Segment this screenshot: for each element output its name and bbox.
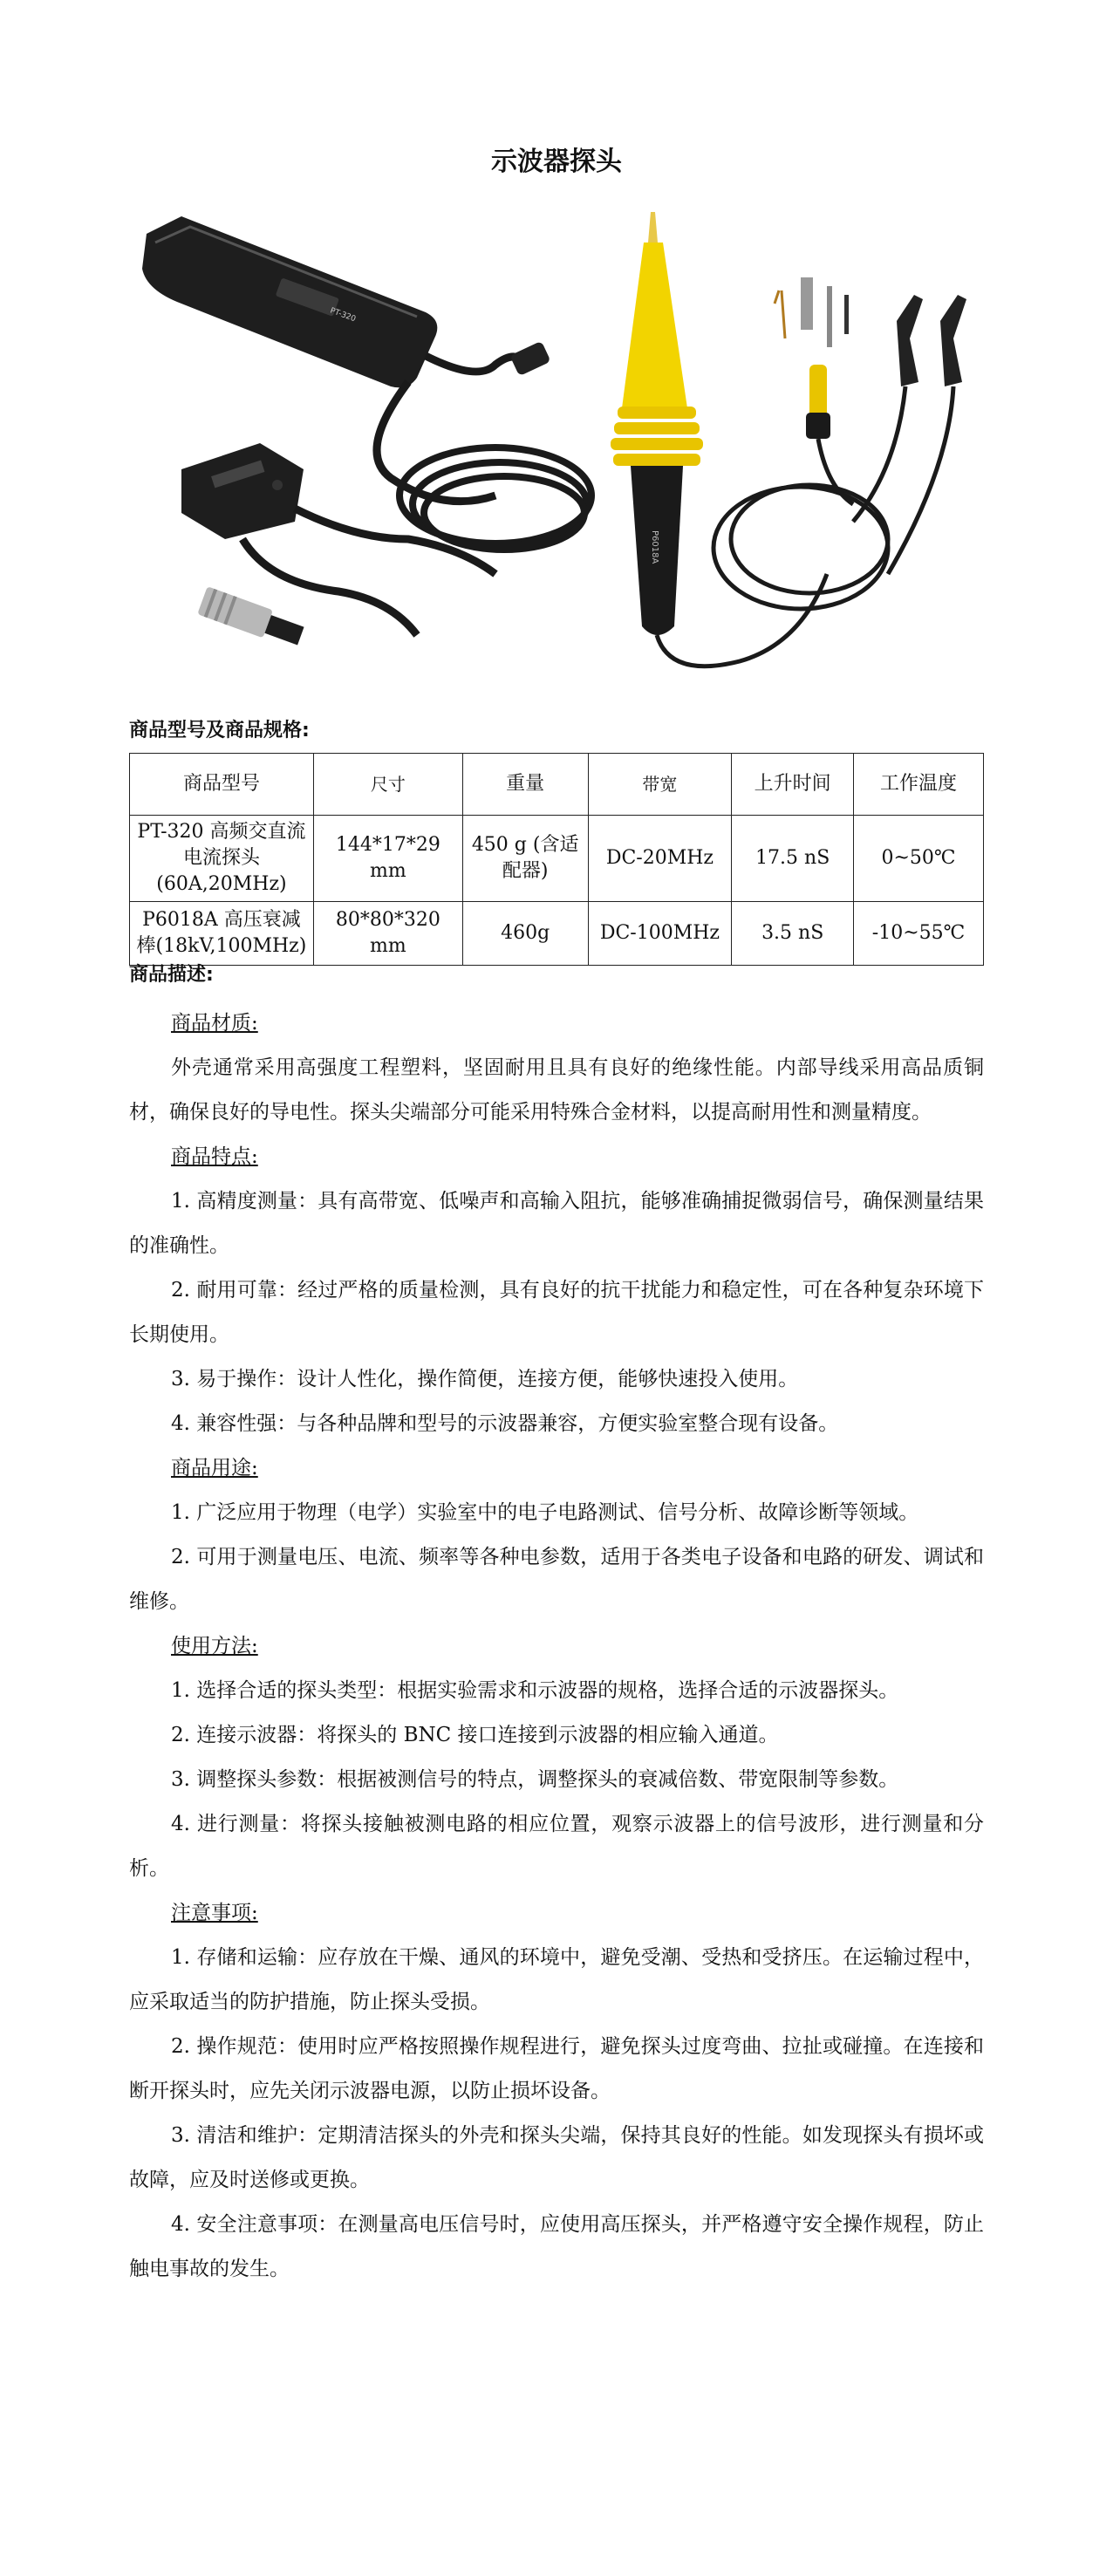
features-title: 商品特点: <box>171 1145 258 1168</box>
svg-text:PT-320: PT-320 <box>328 306 358 325</box>
header-rise-time: 上升时间 <box>732 754 854 816</box>
cell-rise-time: 3.5 nS <box>732 902 854 966</box>
method-item: 3. 调整探头参数：根据被测信号的特点，调整探头的衰减倍数、带宽限制等参数。 <box>171 1768 899 1791</box>
spec-heading: 商品型号及商品规格: <box>129 720 310 741</box>
method-item: 1. 选择合适的探头类型：根据实验需求和示波器的规格，选择合适的示波器探头。 <box>171 1679 899 1702</box>
note-item: 3. 清洁和维护：定期清洁探头的外壳和探头尖端，保持其良好的性能。如发现探头有损坏或故障，应及时送修或更换。 <box>129 2124 984 2191</box>
table-header-row <box>130 754 984 816</box>
cell-temperature: 0~50℃ <box>854 816 984 902</box>
page-title: 示波器探头 <box>491 147 622 177</box>
note-item: 1. 存储和运输：应存放在干燥、通风的环境中，避免受潮、受热和受挤压。在运输过程中，应采取适当的防护措施，防止探头受损。 <box>129 1946 984 2013</box>
method-item: 2. 连接示波器：将探头的 BNC 接口连接到示波器的相应输入通道。 <box>171 1724 779 1746</box>
cell-size: 80*80*320 mm <box>313 902 462 966</box>
cell-weight: 450 g (含适配器) <box>462 816 588 902</box>
notes-title: 注意事项: <box>171 1902 258 1924</box>
header-size: 尺寸 <box>313 754 462 816</box>
cell-size: 144*17*29 mm <box>313 816 462 902</box>
section-title <box>129 1891 984 1936</box>
section-title <box>129 1446 984 1491</box>
cell-bandwidth: DC-20MHz <box>588 816 732 902</box>
header-weight: 重量 <box>462 754 588 816</box>
feature-item: 1. 高精度测量：具有高带宽、低噪声和高输入阻抗，能够准确捕捉微弱信号，确保测量结果的准确性。 <box>129 1190 984 1257</box>
feature-item: 2. 耐用可靠：经过严格的质量检测，具有良好的抗干扰能力和稳定性，可在各种复杂环境下长期使用。 <box>129 1279 984 1346</box>
section-title <box>129 1135 984 1179</box>
method-title: 使用方法: <box>171 1635 258 1657</box>
description-body <box>129 1001 984 2292</box>
usage-item: 1. 广泛应用于物理（电学）实验室中的电子电路测试、信号分析、故障诊断等领域。 <box>171 1501 919 1524</box>
note-item: 4. 安全注意事项：在测量高电压信号时，应使用高压探头，并严格遵守安全操作规程，防止触电事故的发生。 <box>129 2213 984 2280</box>
cell-model: PT-320 高频交直流电流探头(60A,20MHz) <box>130 816 314 902</box>
cell-bandwidth: DC-100MHz <box>588 902 732 966</box>
product-photo <box>129 208 984 696</box>
usage-item: 2. 可用于测量电压、电流、频率等各种电参数，适用于各类电子设备和电路的研发、调试和维修。 <box>129 1546 984 1613</box>
table-row <box>130 902 984 966</box>
spec-table <box>129 753 984 966</box>
feature-item: 3. 易于操作：设计人性化，操作简便，连接方便，能够快速投入使用。 <box>171 1368 799 1390</box>
cell-model: P6018A 高压衰减棒(18kV,100MHz) <box>130 902 314 966</box>
header-temperature: 工作温度 <box>854 754 984 816</box>
description-heading: 商品描述: <box>129 964 214 986</box>
method-item: 4. 进行测量：将探头接触被测电路的相应位置，观察示波器上的信号波形，进行测量和分析。 <box>129 1813 984 1880</box>
svg-text:P6018A: P6018A <box>650 530 659 564</box>
material-title: 商品材质: <box>171 1012 258 1035</box>
header-bandwidth: 带宽 <box>588 754 732 816</box>
usage-title: 商品用途: <box>171 1457 258 1479</box>
table-row <box>130 816 984 902</box>
note-item: 2. 操作规范：使用时应严格按照操作规程进行，避免探头过度弯曲、拉扯或碰撞。在连接和断开探头时，应先关闭示波器电源，以防止损坏设备。 <box>129 2035 984 2102</box>
material-text: 外壳通常采用高强度工程塑料，坚固耐用且具有良好的绝缘性能。内部导线采用高品质铜材，确保良好的导电性。探头尖端部分可能采用特殊合金材料，以提高耐用性和测量精度。 <box>129 1056 984 1124</box>
cell-weight: 460g <box>462 902 588 966</box>
cell-rise-time: 17.5 nS <box>732 816 854 902</box>
header-model: 商品型号 <box>130 754 314 816</box>
cell-temperature: -10~55℃ <box>854 902 984 966</box>
feature-item: 4. 兼容性强：与各种品牌和型号的示波器兼容，方便实验室整合现有设备。 <box>171 1412 839 1435</box>
section-title <box>129 1001 984 1046</box>
section-title <box>129 1624 984 1669</box>
